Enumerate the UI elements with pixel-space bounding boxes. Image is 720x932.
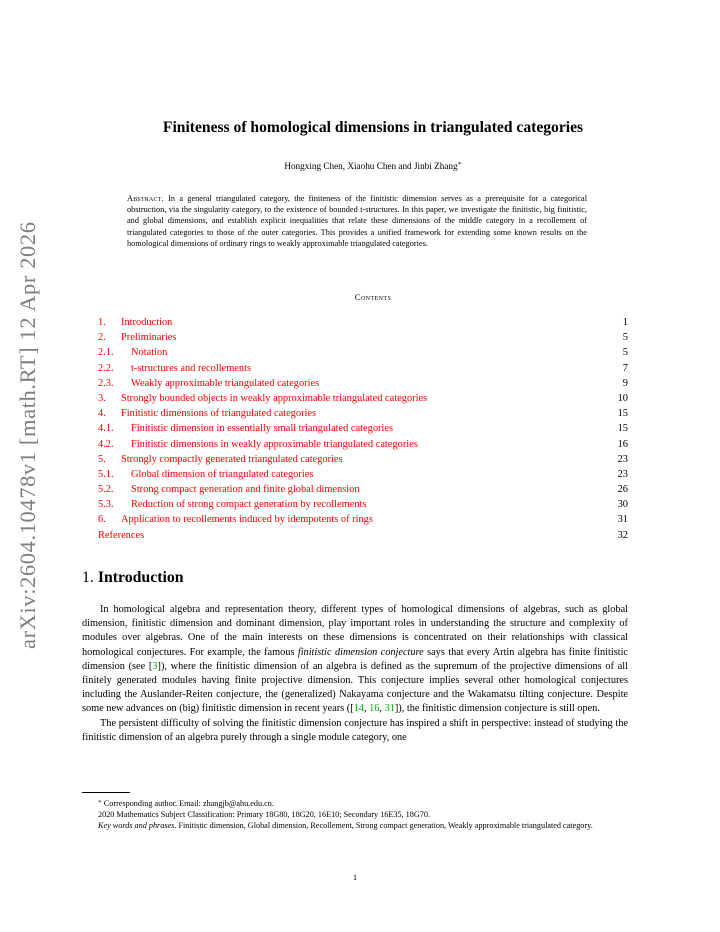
paragraph-2: The persistent difficulty of solving the finitistic dimension conjecture has inspired a shift in perspective: instead of studying the finitistic dimension of an algebra purely through a single module category, one	[82, 717, 628, 743]
toc-entry[interactable]	[98, 482, 628, 497]
toc-entry[interactable]	[98, 421, 628, 436]
citation-link[interactable]: 3	[152, 660, 158, 672]
keywords-label: Key words and phrases.	[98, 821, 177, 831]
toc-number: 5.3.	[98, 499, 114, 511]
paper-title: Finiteness of homological dimensions in triangulated categories	[162, 119, 584, 136]
toc-label[interactable]: Strongly bounded objects in weakly approximable triangulated categories	[121, 392, 428, 404]
footnote-corresponding	[82, 798, 628, 809]
toc-entry[interactable]	[98, 406, 628, 421]
author-footnote-mark: ∗	[457, 161, 462, 167]
toc-label[interactable]: Notation	[131, 347, 168, 359]
toc-number: 4.2.	[98, 438, 114, 450]
footnote-mark: ∗	[98, 799, 102, 805]
toc-page: 32	[617, 529, 628, 541]
toc-page: 16	[617, 438, 628, 450]
body-text	[82, 603, 628, 745]
toc-page: 23	[617, 468, 628, 480]
toc-page: 7	[622, 362, 628, 374]
section-title: Introduction	[97, 569, 184, 586]
toc-label[interactable]: Strong compact generation and finite global dimension	[131, 484, 360, 496]
citation-link[interactable]: 16	[369, 703, 380, 715]
para1-text-b: says that every Artin algebra has finite finitistic dimension (see [	[82, 646, 628, 672]
toc-label[interactable]: Application to recollements induced by idempotents of rings	[121, 514, 373, 526]
citation-separator: ,	[379, 703, 385, 715]
toc-entry[interactable]	[98, 512, 628, 527]
contents-heading: Contents	[354, 292, 392, 302]
toc-page: 31	[617, 514, 628, 526]
toc-entry[interactable]	[98, 452, 628, 467]
toc-page: 10	[617, 392, 628, 404]
abstract	[127, 193, 587, 249]
toc-entry[interactable]	[98, 315, 628, 330]
toc-number: 6.	[98, 514, 106, 526]
section-heading	[82, 569, 184, 587]
footnote-corresponding-text: Corresponding author. Email: zhangjb@ahu.edu.cn.	[103, 799, 274, 808]
citation-separator: ,	[363, 703, 370, 715]
toc-number: 5.2.	[98, 484, 114, 496]
toc-page: 23	[617, 453, 628, 465]
toc-entry[interactable]	[98, 437, 628, 452]
toc-label[interactable]: Introduction	[121, 317, 173, 328]
toc-label[interactable]: Weakly approximable triangulated categories	[131, 377, 320, 389]
para1-text-a: In homological algebra and representation theory, different types of homological dimensions of algebras, such as global dimension, finitistic dimension and dominant dimension, play important roles in understanding the structure and complexity of modules over algebras. One of the main interests on these dimensions is concentrated on their relationships with classical homological conjectures. For example, the famous	[82, 604, 628, 658]
citation-link[interactable]: 31	[384, 703, 395, 715]
footnote-keywords	[82, 820, 628, 831]
toc-label[interactable]: Finitistic dimensions of triangulated categories	[121, 408, 317, 420]
toc-number: 3.	[98, 392, 106, 404]
section-number: 1.	[82, 569, 94, 586]
toc-page: 30	[617, 499, 628, 511]
toc-entry[interactable]	[98, 330, 628, 345]
toc-label[interactable]: Strongly compactly generated triangulated categories	[121, 453, 343, 465]
citation-link[interactable]: 14	[353, 703, 364, 715]
toc-number: 4.1.	[98, 423, 114, 435]
arxiv-stamp: arXiv:2604.10478v1 [math.RT] 12 Apr 2026	[15, 221, 40, 649]
toc-page: 1	[622, 317, 628, 328]
toc-entry[interactable]	[98, 497, 628, 512]
keywords-text: Finitistic dimension, Global dimension, Recollement, Strong compact generation, Weakly approximable triangulated category.	[176, 821, 593, 831]
para1-emphasis: finitistic dimension conjecture	[297, 646, 424, 658]
toc-entry[interactable]	[98, 361, 628, 376]
toc-label[interactable]: Finitistic dimension in essentially small triangulated categories	[131, 423, 394, 435]
toc-page: 15	[617, 408, 628, 420]
toc-page: 9	[622, 377, 628, 389]
toc-number: 2.3.	[98, 377, 114, 389]
footnote-rule	[82, 792, 130, 793]
toc-entry[interactable]	[98, 467, 628, 482]
toc-entry[interactable]	[98, 376, 628, 391]
abstract-text: In a general triangulated category, the finiteness of the finitistic dimension serves as a prerequisite for a categorical obstruction, via the singularity category, to the existence of bounded t-structures. In this paper, we investigate the finitistic, big finitistic, and global dimensions, and establish explicit inequalities that relate these dimensions of the middle category in a recollement of triangulated categories to those of the outer categories. This provides a unified framework for extending some known results on the homological dimensions of ordinary rings to weakly approximable triangulated categories.	[127, 194, 587, 248]
para1-text-d: ]), the finitistic dimension conjecture is still open.	[394, 703, 600, 715]
toc-entry[interactable]	[98, 391, 628, 406]
toc-number: 2.	[98, 332, 106, 344]
paragraph-1	[82, 603, 628, 717]
toc-page: 15	[617, 423, 628, 435]
para1-text-c: ]), where the finitistic dimension of an algebra is defined as the supremum of the projective dimensions of all finitely generated modules having finite projective dimension. This conjecture implies several other homological conjectures including the Auslander-Reiten conjecture, the (generalized) Nakayama conjecture and the Wakamatsu tilting conjecture. Despite some new advances on (big) finitistic dimension in recent years ([	[82, 660, 628, 715]
toc-number: 2.2.	[98, 362, 114, 374]
toc-number: 5.1.	[98, 468, 114, 480]
toc-label[interactable]: Global dimension of triangulated categories	[131, 468, 314, 480]
toc-entry[interactable]	[98, 528, 628, 543]
authors	[82, 161, 664, 171]
toc-label[interactable]: Reduction of strong compact generation by recollements	[131, 499, 367, 511]
toc-number: 5.	[98, 453, 106, 465]
toc-page: 5	[622, 347, 628, 359]
footnotes	[82, 798, 628, 832]
toc-label[interactable]: t-structures and recollements	[131, 362, 252, 374]
abstract-label: Abstract.	[127, 194, 164, 203]
page-number: 1	[352, 872, 358, 882]
toc-number: 2.1.	[98, 347, 114, 359]
table-of-contents	[98, 315, 628, 543]
author-names: Hongxing Chen, Xiaohu Chen and Jinbi Zhang	[284, 161, 458, 171]
toc-number: 4.	[98, 408, 106, 420]
toc-page: 5	[622, 332, 628, 344]
toc-label[interactable]: Preliminaries	[121, 332, 177, 344]
toc-entry[interactable]	[98, 345, 628, 360]
toc-label[interactable]: Finitistic dimensions in weakly approximable triangulated categories	[131, 438, 418, 450]
toc-page: 26	[617, 484, 628, 496]
footnote-msc: 2020 Mathematics Subject Classification: Primary 18G80, 18G20, 16E10; Secondary 16E35, 18G70.	[98, 810, 431, 820]
toc-label[interactable]: References	[98, 529, 145, 541]
toc-number: 1.	[98, 317, 106, 328]
